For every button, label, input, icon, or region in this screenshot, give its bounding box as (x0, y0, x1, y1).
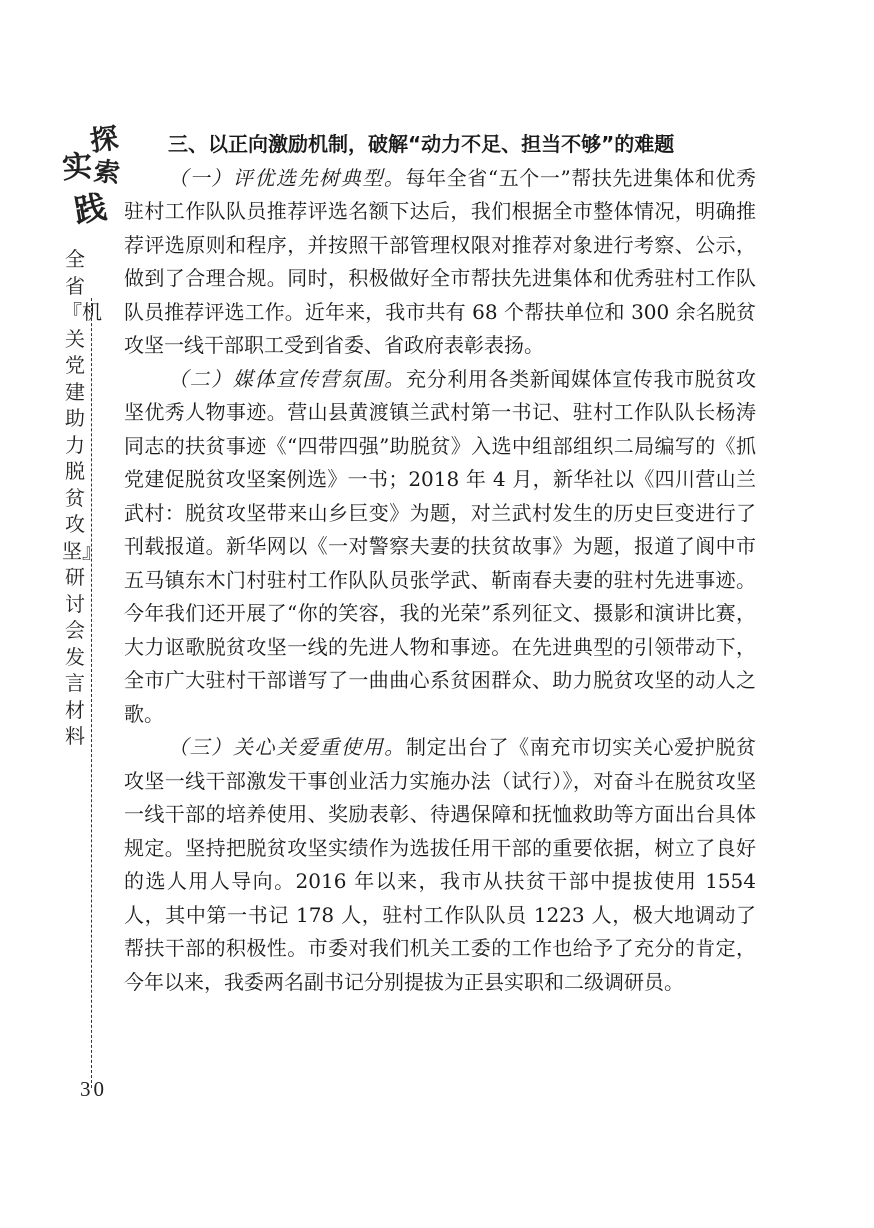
paragraph-1 (124, 162, 756, 363)
vertical-book-title: 全省『机关党建助力脱贫攻坚』研讨会发言材料 (62, 247, 102, 748)
paragraph-lead: （三）关心关爱重使用。 (168, 735, 406, 759)
paragraph-lead: （二）媒体宣传营氛围。 (168, 366, 406, 391)
page-number: 30 (80, 1077, 107, 1101)
paragraph-2 (124, 363, 756, 732)
paragraph-lead: （一）评优选先树典型。 (168, 165, 406, 190)
logo-char: 探 (88, 121, 121, 158)
series-logo (60, 118, 122, 231)
paragraph-3 (124, 731, 756, 999)
section-heading: 三、以正向激励机制，破解“动力不足、担当不够”的难题 (168, 132, 675, 156)
paragraph-body: 制定出台了《南充市切实关心爱护脱贫攻坚一线干部激发干事创业活力实施办法（试行）》，对奋斗在脱贫攻坚一线干部的培养使用、奖励表彰、待遇保障和抚恤救助等方面出台具体规定。坚持把脱贫攻坚实绩作为选拔任用干部的重要依据，树立了良好的选人用人导向。2016 年以来，我市从扶贫干部中提拔使用 1554 人，其中第一书记 178 人，驻村工作队队员 1223 人，极大地调动了帮扶干部的积极性。市委对我们机关工委的工作也给予了充分的肯定，今年以来，我委两名副书记分别提拔为正县实职和二级调研员。 (124, 735, 757, 994)
logo-char: 索 (92, 156, 122, 190)
logo-char: 实 (61, 148, 94, 186)
sidebar (52, 118, 122, 1108)
dashed-divider (91, 298, 92, 1088)
main-content (124, 128, 756, 999)
paragraph-body: 充分利用各类新闻媒体宣传我市脱贫攻坚优秀人物事迹。营山县黄渡镇兰武村第一书记、驻村工作队队长杨涛同志的扶贫事迹《“四带四强”助脱贫》入选中组部组织二局编写的《抓党建促脱贫攻坚案例选》一书；2018 年 4 月，新华社以《四川营山兰武村：脱贫攻坚带来山乡巨变》为题，对兰武村发生的历史巨变进行了刊载报道。新华网以《一对警察夫妻的扶贫故事》为题，报道了阆中市五马镇东木门村驻村工作队队员张学武、靳南春夫妻的驻村先进事迹。今年我们还开展了“你的笑容，我的光荣”系列征文、摄影和演讲比赛，大力讴歌脱贫攻坚一线的先进人物和事迹。在先进典型的引领带动下，全市广大驻村干部谱写了一曲曲心系贫困群众、助力脱贫攻坚的动人之歌。 (124, 366, 757, 726)
paragraph-body: 每年全省“五个一”帮扶先进集体和优秀驻村工作队队员推荐评选名额下达后，我们根据全市整体情况，明确推荐评选原则和程序，并按照干部管理权限对推荐对象进行考察、公示，做到了合理合规。同时，积极做好全市帮扶先进集体和优秀驻村工作队队员推荐评选工作。近年来，我市共有 68 个帮扶单位和 300 余名脱贫攻坚一线干部职工受到省委、省政府表彰表扬。 (124, 165, 757, 357)
logo-char: 践 (71, 187, 110, 231)
